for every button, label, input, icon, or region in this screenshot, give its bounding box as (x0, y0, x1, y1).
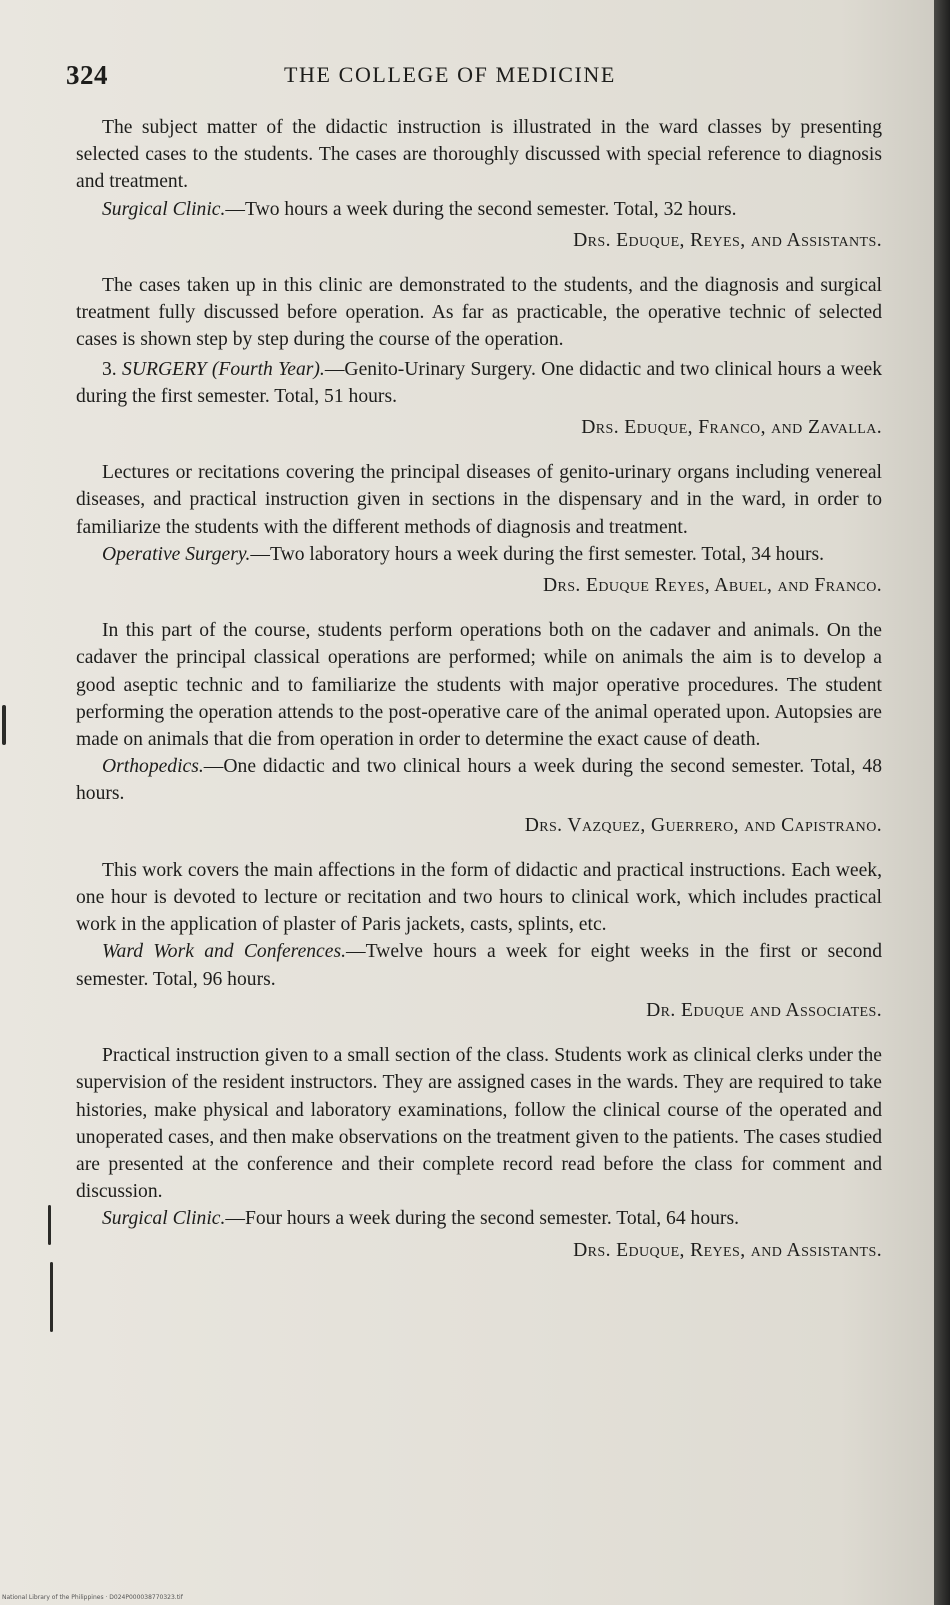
paragraph: Practical instruction given to a small section of the class. Students work as clinical clerks under the supervision of the resident instructors. They are assigned cases in the wards. They are required to take histories, make physical and laboratory examinations, follow the clinical course of the operated and unoperated cases, and then make observations on the treatment given to the patients. The cases studied are presented at the conference and their complete record read before the class for comment and discussion. (76, 1045, 882, 1203)
paragraph: Lectures or recitations covering the principal diseases of genito-urinary organs including venereal diseases, and practical instruction given in sections in the dispensary and in the ward, in order to familiarize the students with the different methods of diagnosis and treatment. (76, 462, 882, 538)
paragraph: In this part of the course, students perform operations both on the cadaver and animals. On the cadaver the principal classical operations are performed; while on animals the aim is to develop a good aseptic technic and to familiarize the students with major operative procedures. The student performing the operation attends to the post-operative care of the animal operated upon. Autopsies are made on animals that die from operation in order to determine the exact cause of death. (76, 620, 882, 751)
instructors-line: Drs. Eduque, Reyes, and Assistants. (573, 1239, 882, 1261)
paragraph: The cases taken up in this clinic are demonstrated to the students, and the diagnosis and surgical treatment fully discussed before operation. As far as practicable, the operative technic of selected cases is shown step by step during the course of the operation. (76, 275, 882, 351)
instructors-line: Dr. Eduque and Associates. (646, 999, 882, 1021)
paragraph: The subject matter of the didactic instruction is illustrated in the ward classes by presenting selected cases to the students. The cases are thoroughly discussed with special reference to diagnosis and treatment. (76, 117, 882, 193)
instructors-line: Drs. Vazquez, Guerrero, and Capistrano. (524, 814, 882, 836)
course-entry (76, 938, 882, 992)
page-body (76, 114, 882, 1282)
pencil-margin-mark (48, 1205, 51, 1245)
instructors-line: Drs. Eduque, Franco, and Zavalla. (581, 417, 882, 439)
course-entry (76, 1205, 882, 1232)
course-entry (76, 541, 882, 568)
paragraph: This work covers the main affections in the form of didactic and practical instructions. Each week, one hour is devoted to lecture or recitation and two hours to clinical work, which includes practical work in the application of plaster of Paris jackets, casts, splints, etc. (76, 859, 882, 936)
course-details: —Twelve hours a week for eight weeks in the first or second semester. Total, 96 hours. (76, 941, 882, 990)
course-label: Orthopedics. (102, 756, 204, 778)
instructors-line: Drs. Eduque, Reyes, and Assistants. (573, 229, 882, 251)
course-label: SURGERY (Fourth Year). (122, 358, 325, 380)
course-details: —One didactic and two clinical hours a week during the second semester. Total, 48 hours. (76, 756, 882, 805)
pencil-margin-mark (50, 1262, 53, 1332)
instructors-line: Drs. Eduque Reyes, Abuel, and Franco. (542, 575, 882, 597)
scan-footer: National Library of the Philippines · D024P000038770323.tif (2, 1594, 183, 1601)
course-label: Operative Surgery. (102, 543, 251, 565)
course-entry (76, 753, 882, 807)
course-details: —Genito-Urinary Surgery. One didactic and two clinical hours a week during the first semester. Total, 51 hours. (76, 358, 883, 407)
course-entry (76, 356, 882, 410)
course-details: —Two hours a week during the second semester. Total, 32 hours. (225, 198, 737, 220)
course-details: —Two laboratory hours a week during the first semester. Total, 34 hours. (250, 543, 825, 565)
book-binding-edge (934, 0, 950, 1605)
course-label: Surgical Clinic. (102, 198, 226, 220)
running-title: THE COLLEGE OF MEDICINE (284, 62, 616, 87)
course-details: —Four hours a week during the second semester. Total, 64 hours. (225, 1208, 739, 1230)
page-number: 324 (66, 60, 108, 90)
page-header (66, 56, 896, 96)
course-label: Ward Work and Conferences. (102, 941, 346, 963)
course-label: Surgical Clinic. (102, 1208, 226, 1230)
pencil-margin-mark (2, 705, 6, 745)
course-number: 3. (102, 358, 123, 380)
course-entry (76, 196, 882, 223)
